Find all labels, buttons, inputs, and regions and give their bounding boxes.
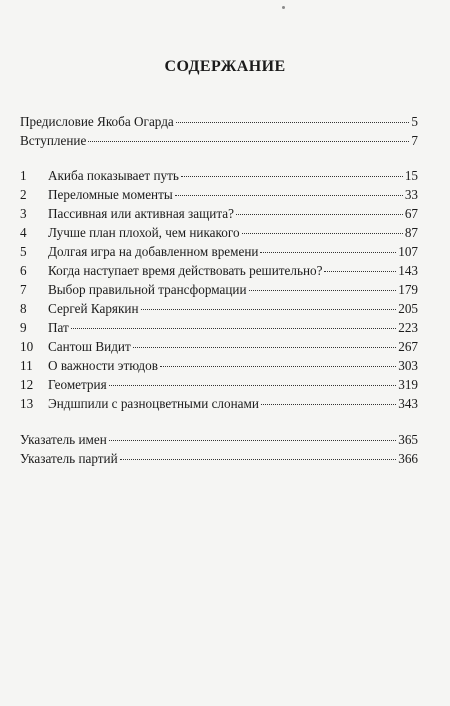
chapter-title: Пассивная или активная защита? [48,206,234,221]
toc-entry-page: 5 [411,114,418,129]
chapter-entry [20,375,418,394]
chapter-title: Долгая игра на добавленном времени [48,244,259,259]
chapter-entry [20,337,418,356]
chapter-page: 15 [404,168,418,183]
dot-leader [71,328,396,329]
chapter-title: Геометрия [48,377,107,392]
toc-entry [20,112,418,131]
chapter-entry [20,223,418,242]
dot-leader [141,309,397,310]
chapter-title: Эндшпили с разноцветными слонами [48,396,259,411]
chapter-number: 12 [20,377,34,392]
chapter-number: 3 [20,206,27,221]
chapter-title: Выбор правильной трансформации [48,282,247,297]
chapter-number: 6 [20,263,27,278]
chapter-number: 2 [20,187,27,202]
print-speck [282,6,285,9]
toc-entry-page: 7 [411,133,418,148]
dot-leader [261,404,396,405]
dot-leader [109,385,397,386]
toc-chapters-section [20,166,418,413]
toc-entry-title: Предисловие Якоба Огарда [20,114,174,129]
chapter-page: 179 [398,282,418,297]
chapter-number: 4 [20,225,27,240]
chapter-page: 319 [398,377,418,392]
chapter-page: 33 [404,187,418,202]
chapter-title: Когда наступает время действовать решительно? [48,263,323,278]
chapter-page: 267 [398,339,418,354]
chapter-number: 1 [20,168,27,183]
index-page: 366 [398,451,418,466]
chapter-number: 5 [20,244,27,259]
toc-intro-section [20,112,418,150]
chapter-entry [20,299,418,318]
chapter-title: Акиба показывает путь [48,168,179,183]
chapter-entry [20,356,418,375]
dot-leader [181,176,403,177]
dot-leader [242,233,403,234]
chapter-page: 143 [398,263,418,278]
chapter-title: Переломные моменты [48,187,173,202]
index-entry [20,430,418,449]
dot-leader [88,141,409,142]
chapter-page: 87 [404,225,418,240]
chapter-page: 343 [398,396,418,411]
dot-leader [176,122,410,123]
dot-leader [236,214,403,215]
chapter-entry [20,204,418,223]
dot-leader [133,347,396,348]
chapter-number: 11 [20,358,33,373]
chapter-entry [20,280,418,299]
chapter-title: Лучше план плохой, чем никакого [48,225,240,240]
index-entry [20,449,418,468]
dot-leader [175,195,403,196]
chapter-title: О важности этюдов [48,358,158,373]
chapter-page: 303 [398,358,418,373]
chapter-title: Сергей Карякин [48,301,139,316]
toc-entry [20,131,418,150]
page-title: СОДЕРЖАНИЕ [164,58,286,75]
index-title: Указатель имен [20,432,107,447]
chapter-entry [20,166,418,185]
dot-leader [109,440,396,441]
dot-leader [249,290,397,291]
chapter-number: 10 [20,339,34,354]
chapter-title: Пат [48,320,69,335]
index-title: Указатель партий [20,451,118,466]
chapter-entry [20,242,418,261]
chapter-page: 107 [398,244,418,259]
dot-leader [324,271,396,272]
chapter-page: 205 [398,301,418,316]
chapter-entry [20,261,418,280]
dot-leader [160,366,396,367]
chapter-number: 9 [20,320,27,335]
chapter-number: 13 [20,396,34,411]
chapter-number: 8 [20,301,27,316]
toc-entry-title: Вступление [20,133,87,148]
chapter-page: 67 [404,206,418,221]
chapter-title: Сантош Видит [48,339,131,354]
dot-leader [120,459,397,460]
chapter-entry [20,318,418,337]
chapter-number: 7 [20,282,27,297]
dot-leader [260,252,396,253]
chapter-entry [20,185,418,204]
chapter-entry [20,394,418,413]
chapter-page: 223 [398,320,418,335]
toc-indexes-section [20,430,418,468]
index-page: 365 [398,432,418,447]
